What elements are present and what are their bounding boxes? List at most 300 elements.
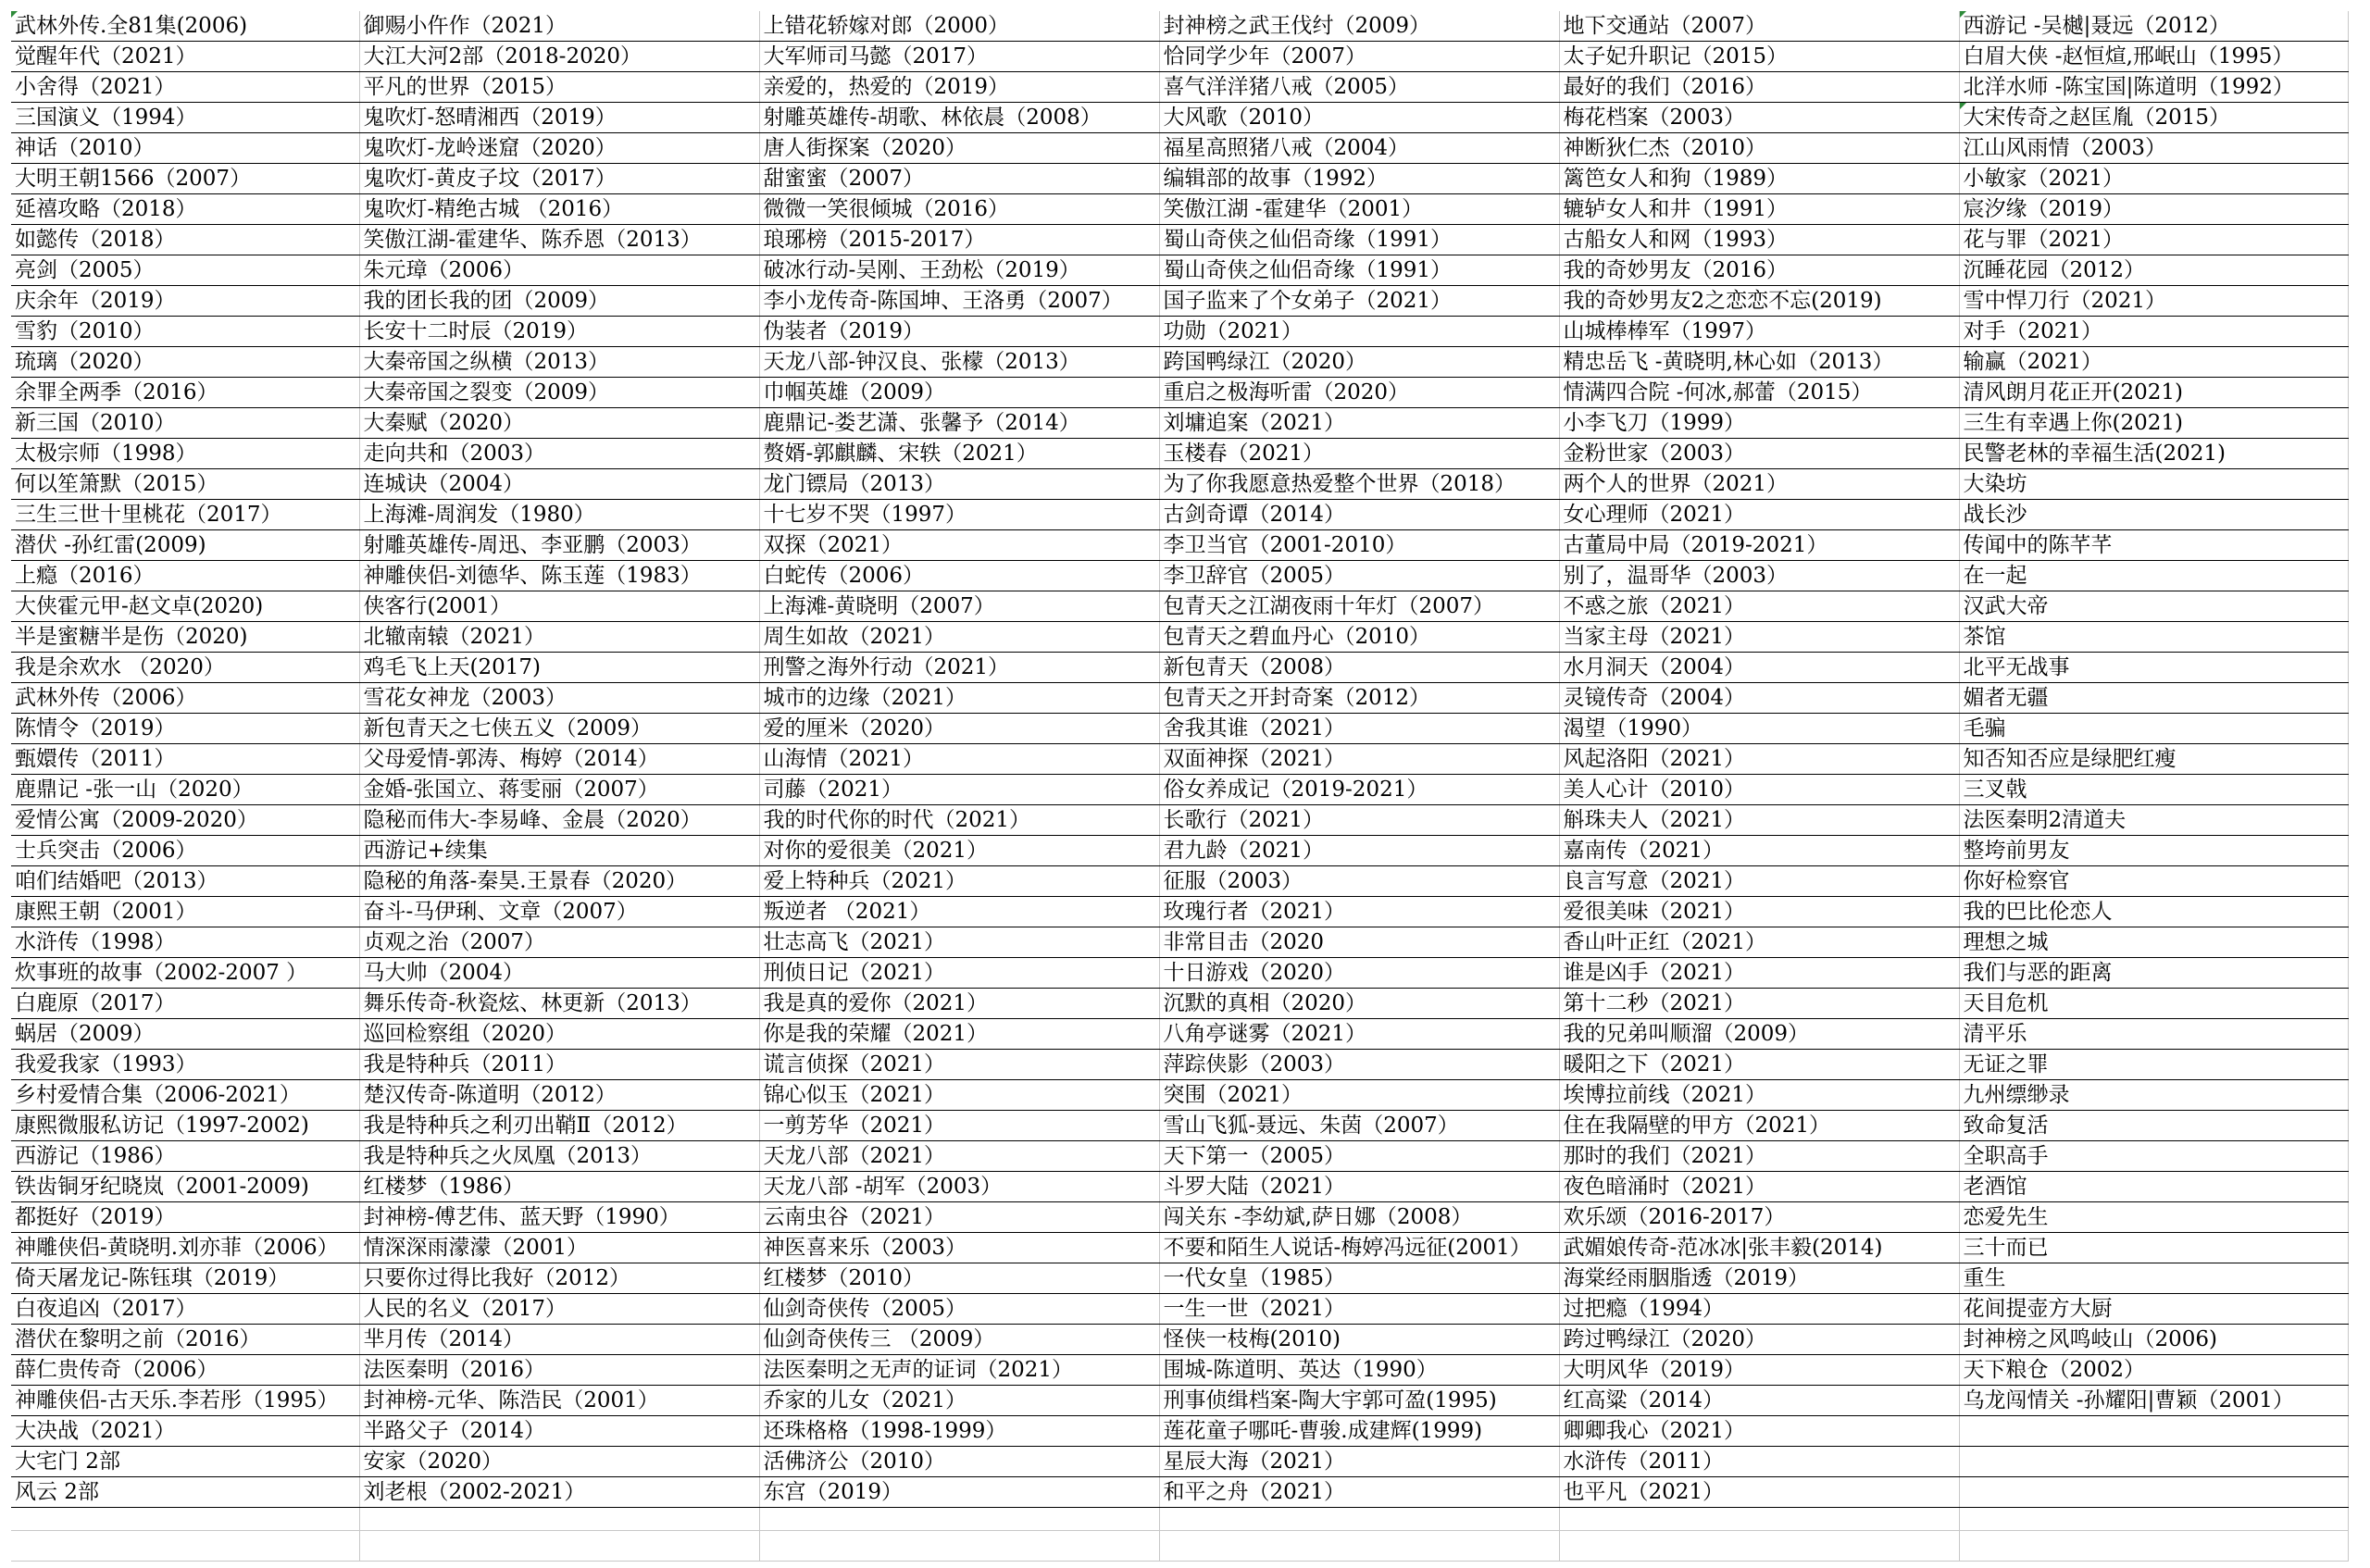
spreadsheet-cell[interactable]: 辘轳女人和井（1991） xyxy=(1559,194,1959,225)
spreadsheet-cell[interactable]: 长安十二时辰（2019） xyxy=(359,317,759,347)
spreadsheet-cell[interactable]: 何以笙箫默（2015） xyxy=(11,469,359,500)
spreadsheet-cell[interactable]: 致命复活 xyxy=(1959,1111,2348,1141)
spreadsheet-cell[interactable]: 俗女养成记（2019-2021） xyxy=(1159,775,1559,805)
spreadsheet-cell[interactable]: 神雕侠侣-古天乐.李若彤（1995） xyxy=(11,1386,359,1416)
spreadsheet-cell[interactable]: 觉醒年代（2021） xyxy=(11,42,359,72)
spreadsheet-cell[interactable]: 周生如故（2021） xyxy=(759,622,1159,653)
spreadsheet-cell[interactable]: 赘婿-郭麒麟、宋轶（2021） xyxy=(759,439,1159,469)
spreadsheet-cell[interactable]: 鬼吹灯-精绝古城 （2016） xyxy=(359,194,759,225)
spreadsheet-cell[interactable]: 琅琊榜（2015-2017） xyxy=(759,225,1159,255)
spreadsheet-cell[interactable]: 蜀山奇侠之仙侣奇缘（1991） xyxy=(1159,255,1559,286)
spreadsheet-cell[interactable]: 媚者无疆 xyxy=(1959,683,2348,714)
spreadsheet-cell[interactable]: 地下交通站（2007） xyxy=(1559,11,1959,42)
spreadsheet-cell[interactable]: 清平乐 xyxy=(1959,1019,2348,1050)
spreadsheet-cell[interactable]: 玫瑰行者（2021） xyxy=(1159,897,1559,927)
spreadsheet-cell[interactable]: 刘老根（2002-2021） xyxy=(359,1477,759,1508)
spreadsheet-cell[interactable]: 传闻中的陈芊芊 xyxy=(1959,530,2348,561)
spreadsheet-cell[interactable] xyxy=(1959,1477,2348,1508)
spreadsheet-cell[interactable]: 情满四合院 -何冰,郝蕾（2015） xyxy=(1559,378,1959,408)
spreadsheet-cell[interactable]: 我是特种兵（2011） xyxy=(359,1050,759,1080)
spreadsheet-cell[interactable]: 风起洛阳（2021） xyxy=(1559,744,1959,775)
spreadsheet-cell[interactable]: 三生有幸遇上你(2021) xyxy=(1959,408,2348,439)
spreadsheet-cell[interactable]: 三十而已 xyxy=(1959,1233,2348,1263)
spreadsheet-cell[interactable]: 北洋水师 -陈宝国|陈道明（1992） xyxy=(1959,72,2348,103)
spreadsheet-cell[interactable]: 大宋传奇之赵匡胤（2015） xyxy=(1959,103,2348,133)
spreadsheet-cell[interactable]: 神话（2010） xyxy=(11,133,359,164)
spreadsheet-cell[interactable]: 封神榜之武王伐纣（2009） xyxy=(1159,11,1559,42)
spreadsheet-cell[interactable] xyxy=(1959,1447,2348,1477)
spreadsheet-cell[interactable]: 小敏家（2021） xyxy=(1959,164,2348,194)
spreadsheet-cell[interactable]: 渴望（1990） xyxy=(1559,714,1959,744)
spreadsheet-cell[interactable]: 我是余欢水 （2020） xyxy=(11,653,359,683)
spreadsheet-cell[interactable]: 不要和陌生人说话-梅婷冯远征(2001） xyxy=(1159,1233,1559,1263)
spreadsheet-cell[interactable]: 欢乐颂（2016-2017） xyxy=(1559,1202,1959,1233)
spreadsheet-cell[interactable]: 闯关东 -李幼斌,萨日娜（2008） xyxy=(1159,1202,1559,1233)
spreadsheet-cell[interactable]: 我的兄弟叫顺溜（2009） xyxy=(1559,1019,1959,1050)
spreadsheet-cell[interactable]: 人民的名义（2017） xyxy=(359,1294,759,1325)
spreadsheet-cell[interactable]: 沉默的真相（2020） xyxy=(1159,989,1559,1019)
spreadsheet-cell[interactable]: 半是蜜糖半是伤（2020) xyxy=(11,622,359,653)
spreadsheet-cell[interactable]: 全职高手 xyxy=(1959,1141,2348,1172)
spreadsheet-cell[interactable]: 玉楼春（2021） xyxy=(1159,439,1559,469)
spreadsheet-cell[interactable]: 跨过鸭绿江（2020） xyxy=(1559,1325,1959,1355)
spreadsheet-cell[interactable]: 星辰大海（2021） xyxy=(1159,1447,1559,1477)
spreadsheet-cell[interactable]: 北辙南辕（2021） xyxy=(359,622,759,653)
empty-cell[interactable] xyxy=(1559,1508,1959,1531)
spreadsheet-cell[interactable]: 整垮前男友 xyxy=(1959,836,2348,866)
spreadsheet-cell[interactable]: 走向共和（2003） xyxy=(359,439,759,469)
spreadsheet-cell[interactable]: 东宫（2019） xyxy=(759,1477,1159,1508)
spreadsheet-cell[interactable]: 不惑之旅（2021） xyxy=(1559,591,1959,622)
spreadsheet-cell[interactable]: 最好的我们（2016） xyxy=(1559,72,1959,103)
spreadsheet-cell[interactable]: 白眉大侠 -赵恒煊,邢岷山（1995） xyxy=(1959,42,2348,72)
empty-cell[interactable] xyxy=(359,1508,759,1531)
spreadsheet-cell[interactable]: 大秦赋（2020） xyxy=(359,408,759,439)
spreadsheet-cell[interactable]: 平凡的世界（2015） xyxy=(359,72,759,103)
spreadsheet-cell[interactable]: 水浒传（2011） xyxy=(1559,1447,1959,1477)
spreadsheet-cell[interactable]: 如懿传（2018） xyxy=(11,225,359,255)
spreadsheet-cell[interactable]: 我是特种兵之火凤凰（2013） xyxy=(359,1141,759,1172)
spreadsheet-cell[interactable]: 鹿鼎记 -张一山（2020） xyxy=(11,775,359,805)
spreadsheet-cell[interactable]: 伪装者（2019） xyxy=(759,317,1159,347)
spreadsheet-cell[interactable]: 香山叶正红（2021） xyxy=(1559,927,1959,958)
spreadsheet-cell[interactable]: 嘉南传（2021） xyxy=(1559,836,1959,866)
spreadsheet-cell[interactable]: 破冰行动-吴刚、王劲松（2019） xyxy=(759,255,1159,286)
spreadsheet-cell[interactable]: 李卫当官（2001-2010） xyxy=(1159,530,1559,561)
spreadsheet-cell[interactable]: 汉武大帝 xyxy=(1959,591,2348,622)
spreadsheet-cell[interactable]: 理想之城 xyxy=(1959,927,2348,958)
spreadsheet-cell[interactable]: 谁是凶手（2021） xyxy=(1559,958,1959,989)
spreadsheet-cell[interactable]: 连城诀（2004） xyxy=(359,469,759,500)
spreadsheet-cell[interactable]: 无证之罪 xyxy=(1959,1050,2348,1080)
empty-cell[interactable] xyxy=(1159,1508,1559,1531)
spreadsheet-cell[interactable]: 城市的边缘（2021） xyxy=(759,683,1159,714)
spreadsheet-cell[interactable]: 大风歌（2010） xyxy=(1159,103,1559,133)
spreadsheet-cell[interactable]: 恋爱先生 xyxy=(1959,1202,2348,1233)
spreadsheet-cell[interactable]: 一剪芳华（2021） xyxy=(759,1111,1159,1141)
spreadsheet-cell[interactable]: 美人心计（2010） xyxy=(1559,775,1959,805)
spreadsheet-cell[interactable]: 封神榜之风鸣岐山（2006) xyxy=(1959,1325,2348,1355)
spreadsheet-cell[interactable]: 茶馆 xyxy=(1959,622,2348,653)
spreadsheet-cell[interactable]: 金粉世家（2003） xyxy=(1559,439,1959,469)
empty-cell[interactable] xyxy=(11,1531,359,1562)
spreadsheet-cell[interactable]: 唐人街探案（2020） xyxy=(759,133,1159,164)
spreadsheet-cell[interactable]: 雪豹（2010） xyxy=(11,317,359,347)
spreadsheet-cell[interactable]: 别了，温哥华（2003） xyxy=(1559,561,1959,591)
spreadsheet-cell[interactable]: 山城棒棒军（1997） xyxy=(1559,317,1959,347)
spreadsheet-cell[interactable]: 九州缥缈录 xyxy=(1959,1080,2348,1111)
spreadsheet-cell[interactable]: 突围（2021） xyxy=(1159,1080,1559,1111)
spreadsheet-cell[interactable]: 你好检察官 xyxy=(1959,866,2348,897)
spreadsheet-cell[interactable]: 甜蜜蜜（2007） xyxy=(759,164,1159,194)
spreadsheet-cell[interactable]: 西游记（1986） xyxy=(11,1141,359,1172)
spreadsheet-cell[interactable]: 我是真的爱你（2021） xyxy=(759,989,1159,1019)
spreadsheet-cell[interactable]: 卿卿我心（2021） xyxy=(1559,1416,1959,1447)
spreadsheet-cell[interactable]: 鬼吹灯-龙岭迷窟（2020） xyxy=(359,133,759,164)
spreadsheet-cell[interactable]: 云南虫谷（2021） xyxy=(759,1202,1159,1233)
spreadsheet-cell[interactable]: 庆余年（2019） xyxy=(11,286,359,317)
spreadsheet-cell[interactable]: 壮志高飞（2021） xyxy=(759,927,1159,958)
spreadsheet-cell[interactable]: 芈月传（2014） xyxy=(359,1325,759,1355)
spreadsheet-cell[interactable]: 三国演义（1994） xyxy=(11,103,359,133)
spreadsheet-cell[interactable]: 沉睡花园（2012） xyxy=(1959,255,2348,286)
spreadsheet-cell[interactable]: 国子监来了个女弟子（2021） xyxy=(1159,286,1559,317)
spreadsheet-cell[interactable]: 天龙八部（2021） xyxy=(759,1141,1159,1172)
spreadsheet-cell[interactable]: 延禧攻略（2018） xyxy=(11,194,359,225)
spreadsheet-cell[interactable]: 西游记 -吴樾|聂远（2012） xyxy=(1959,11,2348,42)
spreadsheet-cell[interactable]: 和平之舟（2021） xyxy=(1159,1477,1559,1508)
spreadsheet-cell[interactable]: 古船女人和网（1993） xyxy=(1559,225,1959,255)
spreadsheet-cell[interactable]: 输赢（2021） xyxy=(1959,347,2348,378)
spreadsheet-cell[interactable]: 八角亭谜雾（2021） xyxy=(1159,1019,1559,1050)
spreadsheet-cell[interactable]: 怪侠一枝梅(2010) xyxy=(1159,1325,1559,1355)
spreadsheet-cell[interactable]: 神雕侠侣-刘德华、陈玉莲（1983） xyxy=(359,561,759,591)
spreadsheet-cell[interactable]: 那时的我们（2021） xyxy=(1559,1141,1959,1172)
spreadsheet-cell[interactable]: 炊事班的故事（2002-2007 ） xyxy=(11,958,359,989)
spreadsheet-cell[interactable]: 山海情（2021） xyxy=(759,744,1159,775)
spreadsheet-cell[interactable]: 新三国（2010） xyxy=(11,408,359,439)
spreadsheet-cell[interactable]: 叛逆者 （2021） xyxy=(759,897,1159,927)
spreadsheet-cell[interactable]: 陈情令（2019） xyxy=(11,714,359,744)
spreadsheet-cell[interactable]: 大明风华（2019） xyxy=(1559,1355,1959,1386)
spreadsheet-cell[interactable]: 笑傲江湖-霍建华、陈乔恩（2013） xyxy=(359,225,759,255)
spreadsheet-cell[interactable]: 新包青天之七侠五义（2009） xyxy=(359,714,759,744)
spreadsheet-cell[interactable]: 在一起 xyxy=(1959,561,2348,591)
spreadsheet-cell[interactable]: 暖阳之下（2021） xyxy=(1559,1050,1959,1080)
spreadsheet-cell[interactable]: 精忠岳飞 -黄晓明,林心如（2013） xyxy=(1559,347,1959,378)
empty-cell[interactable] xyxy=(759,1508,1159,1531)
spreadsheet-cell[interactable]: 还珠格格（1998-1999） xyxy=(759,1416,1159,1447)
spreadsheet-cell[interactable]: 一代女皇（1985） xyxy=(1159,1263,1559,1294)
spreadsheet-cell[interactable]: 雪中悍刀行（2021） xyxy=(1959,286,2348,317)
spreadsheet-cell[interactable]: 毛骗 xyxy=(1959,714,2348,744)
spreadsheet-cell[interactable]: 住在我隔壁的甲方（2021） xyxy=(1559,1111,1959,1141)
spreadsheet-cell[interactable]: 花间提壶方大厨 xyxy=(1959,1294,2348,1325)
spreadsheet-cell[interactable]: 隐秘而伟大-李易峰、金晨（2020） xyxy=(359,805,759,836)
spreadsheet-cell[interactable]: 锦心似玉（2021） xyxy=(759,1080,1159,1111)
spreadsheet-cell[interactable]: 花与罪（2021） xyxy=(1959,225,2348,255)
spreadsheet-cell[interactable]: 神断狄仁杰（2010） xyxy=(1559,133,1959,164)
spreadsheet-cell[interactable]: 亲爱的，热爱的（2019） xyxy=(759,72,1159,103)
spreadsheet-cell[interactable]: 清风朗月花正开(2021) xyxy=(1959,378,2348,408)
spreadsheet-cell[interactable]: 封神榜-元华、陈浩民（2001） xyxy=(359,1386,759,1416)
spreadsheet-cell[interactable]: 天龙八部 -胡军（2003） xyxy=(759,1172,1159,1202)
spreadsheet-cell[interactable]: 武媚娘传奇-范冰冰|张丰毅(2014) xyxy=(1559,1233,1959,1263)
spreadsheet-cell[interactable]: 梅花档案（2003） xyxy=(1559,103,1959,133)
spreadsheet-cell[interactable]: 潜伏 -孙红雷(2009) xyxy=(11,530,359,561)
spreadsheet-cell[interactable]: 法医秦明之无声的证词（2021） xyxy=(759,1355,1159,1386)
spreadsheet-cell[interactable]: 非常目击（2020 xyxy=(1159,927,1559,958)
spreadsheet-cell[interactable]: 神医喜来乐（2003） xyxy=(759,1233,1159,1263)
spreadsheet-cell[interactable]: 天龙八部-钟汉良、张檬（2013） xyxy=(759,347,1159,378)
spreadsheet-cell[interactable]: 武林外传（2006） xyxy=(11,683,359,714)
empty-cell[interactable] xyxy=(359,1531,759,1562)
spreadsheet-cell[interactable]: 我是特种兵之利刃出鞘Ⅱ（2012） xyxy=(359,1111,759,1141)
spreadsheet-cell[interactable]: 刑事侦缉档案-陶大宇郭可盈(1995) xyxy=(1159,1386,1559,1416)
spreadsheet-cell[interactable]: 爱情公寓（2009-2020） xyxy=(11,805,359,836)
spreadsheet-cell[interactable]: 天下粮仓（2002） xyxy=(1959,1355,2348,1386)
empty-cell[interactable] xyxy=(1559,1531,1959,1562)
spreadsheet-cell[interactable]: 半路父子（2014） xyxy=(359,1416,759,1447)
spreadsheet-cell[interactable]: 恰同学少年（2007） xyxy=(1159,42,1559,72)
spreadsheet-cell[interactable]: 法医秦明2清道夫 xyxy=(1959,805,2348,836)
spreadsheet-cell[interactable]: 也平凡（2021） xyxy=(1559,1477,1959,1508)
spreadsheet-cell[interactable]: 金婚-张国立、蒋雯丽（2007） xyxy=(359,775,759,805)
spreadsheet-cell[interactable]: 刘墉追案（2021） xyxy=(1159,408,1559,439)
spreadsheet-cell[interactable]: 我的奇妙男友2之恋恋不忘(2019) xyxy=(1559,286,1959,317)
spreadsheet-cell[interactable]: 小李飞刀（1999） xyxy=(1559,408,1959,439)
spreadsheet-cell[interactable]: 我的奇妙男友（2016） xyxy=(1559,255,1959,286)
spreadsheet-cell[interactable]: 水月洞天（2004） xyxy=(1559,653,1959,683)
spreadsheet-cell[interactable]: 新包青天（2008） xyxy=(1159,653,1559,683)
spreadsheet-cell[interactable]: 包青天之江湖夜雨十年灯（2007） xyxy=(1159,591,1559,622)
spreadsheet-cell[interactable]: 刑警之海外行动（2021） xyxy=(759,653,1159,683)
spreadsheet-cell[interactable]: 安家（2020） xyxy=(359,1447,759,1477)
spreadsheet-cell[interactable]: 女心理师（2021） xyxy=(1559,500,1959,530)
spreadsheet-cell[interactable]: 老酒馆 xyxy=(1959,1172,2348,1202)
spreadsheet-cell[interactable]: 父母爱情-郭涛、梅婷（2014） xyxy=(359,744,759,775)
spreadsheet-cell[interactable]: 福星高照猪八戒（2004） xyxy=(1159,133,1559,164)
spreadsheet-cell[interactable]: 重生 xyxy=(1959,1263,2348,1294)
spreadsheet-cell[interactable]: 大宅门 2部 xyxy=(11,1447,359,1477)
spreadsheet-cell[interactable]: 大决战（2021） xyxy=(11,1416,359,1447)
spreadsheet-cell[interactable]: 仙剑奇侠传（2005） xyxy=(759,1294,1159,1325)
spreadsheet-cell[interactable]: 斗罗大陆（2021） xyxy=(1159,1172,1559,1202)
spreadsheet-cell[interactable]: 天下第一（2005） xyxy=(1159,1141,1559,1172)
spreadsheet-cell[interactable]: 舞乐传奇-秋瓷炫、林更新（2013） xyxy=(359,989,759,1019)
spreadsheet-cell[interactable]: 两个人的世界（2021） xyxy=(1559,469,1959,500)
spreadsheet-cell[interactable]: 对你的爱很美（2021） xyxy=(759,836,1159,866)
spreadsheet-cell[interactable]: 三生三世十里桃花（2017） xyxy=(11,500,359,530)
spreadsheet-cell[interactable]: 过把瘾（1994） xyxy=(1559,1294,1959,1325)
spreadsheet-cell[interactable]: 斛珠夫人（2021） xyxy=(1559,805,1959,836)
spreadsheet-cell[interactable]: 莲花童子哪吒-曹骏.成建辉(1999) xyxy=(1159,1416,1559,1447)
spreadsheet-cell[interactable]: 功勋（2021） xyxy=(1159,317,1559,347)
spreadsheet-cell[interactable]: 红楼梦（1986） xyxy=(359,1172,759,1202)
spreadsheet-cell[interactable]: 康熙王朝（2001） xyxy=(11,897,359,927)
spreadsheet-cell[interactable]: 太子妃升职记（2015） xyxy=(1559,42,1959,72)
spreadsheet-cell[interactable]: 朱元璋（2006） xyxy=(359,255,759,286)
spreadsheet-cell[interactable]: 双探（2021） xyxy=(759,530,1159,561)
spreadsheet-cell[interactable]: 琉璃（2020） xyxy=(11,347,359,378)
spreadsheet-cell[interactable]: 良言写意（2021） xyxy=(1559,866,1959,897)
spreadsheet-cell[interactable]: 上瘾（2016） xyxy=(11,561,359,591)
spreadsheet-cell[interactable]: 海棠经雨胭脂透（2019） xyxy=(1559,1263,1959,1294)
spreadsheet-cell[interactable] xyxy=(1959,1416,2348,1447)
spreadsheet-cell[interactable]: 侠客行(2001） xyxy=(359,591,759,622)
spreadsheet-cell[interactable]: 上海滩-周润发（1980） xyxy=(359,500,759,530)
spreadsheet-cell[interactable]: 谎言侦探（2021） xyxy=(759,1050,1159,1080)
spreadsheet-cell[interactable]: 咱们结婚吧（2013） xyxy=(11,866,359,897)
spreadsheet-cell[interactable]: 楚汉传奇-陈道明（2012） xyxy=(359,1080,759,1111)
spreadsheet-cell[interactable]: 红高粱（2014） xyxy=(1559,1386,1959,1416)
spreadsheet-cell[interactable]: 为了你我愿意热爱整个世界（2018） xyxy=(1159,469,1559,500)
spreadsheet-cell[interactable]: 都挺好（2019） xyxy=(11,1202,359,1233)
spreadsheet-cell[interactable]: 乡村爱情合集（2006-2021） xyxy=(11,1080,359,1111)
spreadsheet-cell[interactable]: 宸汐缘（2019） xyxy=(1959,194,2348,225)
spreadsheet-cell[interactable]: 李小龙传奇-陈国坤、王洛勇（2007） xyxy=(759,286,1159,317)
spreadsheet-cell[interactable]: 薛仁贵传奇（2006） xyxy=(11,1355,359,1386)
spreadsheet-cell[interactable]: 仙剑奇侠传三 （2009） xyxy=(759,1325,1159,1355)
spreadsheet-cell[interactable]: 一生一世（2021） xyxy=(1159,1294,1559,1325)
spreadsheet-cell[interactable]: 马大帅（2004） xyxy=(359,958,759,989)
spreadsheet-cell[interactable]: 蜗居（2009） xyxy=(11,1019,359,1050)
spreadsheet-cell[interactable]: 鹿鼎记-娄艺潇、张馨予（2014） xyxy=(759,408,1159,439)
empty-cell[interactable] xyxy=(1959,1531,2348,1562)
spreadsheet-cell[interactable]: 我的团长我的团（2009） xyxy=(359,286,759,317)
spreadsheet-cell[interactable]: 对手（2021） xyxy=(1959,317,2348,347)
spreadsheet-cell[interactable]: 只要你过得比我好（2012） xyxy=(359,1263,759,1294)
spreadsheet-cell[interactable]: 民警老林的幸福生活(2021) xyxy=(1959,439,2348,469)
spreadsheet-cell[interactable]: 射雕英雄传-周迅、李亚鹏（2003） xyxy=(359,530,759,561)
spreadsheet-cell[interactable]: 编辑部的故事（1992） xyxy=(1159,164,1559,194)
spreadsheet-cell[interactable]: 甄嬛传（2011） xyxy=(11,744,359,775)
spreadsheet-cell[interactable]: 鬼吹灯-怒晴湘西（2019） xyxy=(359,103,759,133)
spreadsheet-cell[interactable]: 龙门镖局（2013） xyxy=(759,469,1159,500)
spreadsheet-cell[interactable]: 鸡毛飞上天(2017) xyxy=(359,653,759,683)
spreadsheet-cell[interactable]: 巡回检察组（2020） xyxy=(359,1019,759,1050)
spreadsheet-cell[interactable]: 古董局中局（2019-2021） xyxy=(1559,530,1959,561)
spreadsheet-cell[interactable]: 古剑奇谭（2014） xyxy=(1159,500,1559,530)
spreadsheet-cell[interactable]: 我的时代你的时代（2021） xyxy=(759,805,1159,836)
spreadsheet-cell[interactable]: 征服（2003） xyxy=(1159,866,1559,897)
spreadsheet-cell[interactable]: 包青天之开封奇案（2012） xyxy=(1159,683,1559,714)
spreadsheet-cell[interactable]: 神雕侠侣-黄晓明.刘亦菲（2006） xyxy=(11,1233,359,1263)
spreadsheet-cell[interactable]: 跨国鸭绿江（2020） xyxy=(1159,347,1559,378)
spreadsheet-cell[interactable]: 你是我的荣耀（2021） xyxy=(759,1019,1159,1050)
spreadsheet-cell[interactable]: 风云 2部 xyxy=(11,1477,359,1508)
spreadsheet-cell[interactable]: 战长沙 xyxy=(1959,500,2348,530)
spreadsheet-cell[interactable]: 白夜追凶（2017） xyxy=(11,1294,359,1325)
spreadsheet-cell[interactable]: 红楼梦（2010） xyxy=(759,1263,1159,1294)
spreadsheet-cell[interactable]: 灵镜传奇（2004） xyxy=(1559,683,1959,714)
spreadsheet-cell[interactable]: 上错花轿嫁对郎（2000） xyxy=(759,11,1159,42)
spreadsheet-cell[interactable]: 萍踪侠影（2003） xyxy=(1159,1050,1559,1080)
spreadsheet-cell[interactable]: 双面神探（2021） xyxy=(1159,744,1559,775)
spreadsheet-cell[interactable]: 喜气洋洋猪八戒（2005） xyxy=(1159,72,1559,103)
spreadsheet-cell[interactable]: 大秦帝国之裂变（2009） xyxy=(359,378,759,408)
spreadsheet-cell[interactable]: 余罪全两季（2016） xyxy=(11,378,359,408)
spreadsheet-cell[interactable]: 长歌行（2021） xyxy=(1159,805,1559,836)
spreadsheet-cell[interactable]: 大江大河2部（2018-2020） xyxy=(359,42,759,72)
spreadsheet-cell[interactable]: 篱笆女人和狗（1989） xyxy=(1559,164,1959,194)
spreadsheet-cell[interactable]: 白蛇传（2006） xyxy=(759,561,1159,591)
spreadsheet-cell[interactable]: 大侠霍元甲-赵文卓(2020) xyxy=(11,591,359,622)
spreadsheet-cell[interactable]: 贞观之治（2007） xyxy=(359,927,759,958)
spreadsheet-cell[interactable]: 我的巴比伦恋人 xyxy=(1959,897,2348,927)
spreadsheet-cell[interactable]: 第十二秒（2021） xyxy=(1559,989,1959,1019)
spreadsheet-cell[interactable]: 隐秘的角落-秦昊.王景春（2020） xyxy=(359,866,759,897)
spreadsheet-cell[interactable]: 上海滩-黄晓明（2007） xyxy=(759,591,1159,622)
spreadsheet-cell[interactable]: 十日游戏（2020） xyxy=(1159,958,1559,989)
spreadsheet-cell[interactable]: 潜伏在黎明之前（2016） xyxy=(11,1325,359,1355)
spreadsheet-cell[interactable]: 武林外传.全81集(2006) xyxy=(11,11,359,42)
spreadsheet-cell[interactable]: 情深深雨濛濛（2001） xyxy=(359,1233,759,1263)
spreadsheet-cell[interactable]: 乔家的儿女（2021） xyxy=(759,1386,1159,1416)
spreadsheet-cell[interactable]: 我爱我家（1993） xyxy=(11,1050,359,1080)
spreadsheet-cell[interactable]: 铁齿铜牙纪晓岚（2001-2009) xyxy=(11,1172,359,1202)
spreadsheet-cell[interactable]: 十七岁不哭（1997） xyxy=(759,500,1159,530)
spreadsheet-cell[interactable]: 倚天屠龙记-陈钰琪（2019） xyxy=(11,1263,359,1294)
spreadsheet-cell[interactable]: 大染坊 xyxy=(1959,469,2348,500)
empty-cell[interactable] xyxy=(1959,1508,2348,1531)
spreadsheet-cell[interactable]: 士兵突击（2006） xyxy=(11,836,359,866)
empty-cell[interactable] xyxy=(1159,1531,1559,1562)
spreadsheet-cell[interactable]: 三叉戟 xyxy=(1959,775,2348,805)
spreadsheet-cell[interactable]: 雪山飞狐-聂远、朱茵（2007） xyxy=(1159,1111,1559,1141)
spreadsheet-cell[interactable]: 埃博拉前线（2021） xyxy=(1559,1080,1959,1111)
spreadsheet-cell[interactable]: 司藤（2021） xyxy=(759,775,1159,805)
spreadsheet-cell[interactable]: 大军师司马懿（2017） xyxy=(759,42,1159,72)
spreadsheet-cell[interactable]: 北平无战事 xyxy=(1959,653,2348,683)
spreadsheet-cell[interactable]: 雪花女神龙（2003） xyxy=(359,683,759,714)
spreadsheet-cell[interactable]: 知否知否应是绿肥红瘦 xyxy=(1959,744,2348,775)
spreadsheet-cell[interactable]: 围城-陈道明、英达（1990） xyxy=(1159,1355,1559,1386)
spreadsheet-cell[interactable]: 舍我其谁（2021） xyxy=(1159,714,1559,744)
spreadsheet-cell[interactable]: 御赐小仵作（2021） xyxy=(359,11,759,42)
spreadsheet-cell[interactable]: 夜色暗涌时（2021） xyxy=(1559,1172,1959,1202)
spreadsheet-cell[interactable]: 君九龄（2021） xyxy=(1159,836,1559,866)
spreadsheet-cell[interactable]: 小舍得（2021） xyxy=(11,72,359,103)
empty-cell[interactable] xyxy=(759,1531,1159,1562)
spreadsheet-cell[interactable]: 当家主母（2021） xyxy=(1559,622,1959,653)
spreadsheet-cell[interactable]: 大明王朝1566（2007） xyxy=(11,164,359,194)
spreadsheet-cell[interactable]: 太极宗师（1998） xyxy=(11,439,359,469)
spreadsheet-cell[interactable]: 西游记+续集 xyxy=(359,836,759,866)
spreadsheet-cell[interactable]: 李卫辞官（2005） xyxy=(1159,561,1559,591)
spreadsheet-cell[interactable]: 法医秦明（2016） xyxy=(359,1355,759,1386)
spreadsheet-cell[interactable]: 天目危机 xyxy=(1959,989,2348,1019)
spreadsheet-cell[interactable]: 康熙微服私访记（1997-2002) xyxy=(11,1111,359,1141)
spreadsheet-cell[interactable]: 包青天之碧血丹心（2010） xyxy=(1159,622,1559,653)
spreadsheet-cell[interactable]: 爱上特种兵（2021） xyxy=(759,866,1159,897)
empty-cell[interactable] xyxy=(11,1508,359,1531)
spreadsheet-cell[interactable]: 江山风雨情（2003） xyxy=(1959,133,2348,164)
spreadsheet-cell[interactable]: 活佛济公（2010） xyxy=(759,1447,1159,1477)
spreadsheet-cell[interactable]: 奋斗-马伊琍、文章（2007） xyxy=(359,897,759,927)
spreadsheet-cell[interactable]: 刑侦日记（2021） xyxy=(759,958,1159,989)
spreadsheet-cell[interactable]: 重启之极海听雷（2020） xyxy=(1159,378,1559,408)
spreadsheet-cell[interactable]: 我们与恶的距离 xyxy=(1959,958,2348,989)
spreadsheet-cell[interactable]: 封神榜-傅艺伟、蓝天野（1990） xyxy=(359,1202,759,1233)
spreadsheet-cell[interactable]: 亮剑（2005） xyxy=(11,255,359,286)
spreadsheet-cell[interactable]: 爱很美味（2021） xyxy=(1559,897,1959,927)
spreadsheet-cell[interactable]: 爱的厘米（2020） xyxy=(759,714,1159,744)
spreadsheet-cell[interactable]: 大秦帝国之纵横（2013） xyxy=(359,347,759,378)
spreadsheet-cell[interactable]: 巾帼英雄（2009） xyxy=(759,378,1159,408)
spreadsheet-cell[interactable]: 鬼吹灯-黄皮子坟（2017） xyxy=(359,164,759,194)
spreadsheet-cell[interactable]: 微微一笑很倾城（2016） xyxy=(759,194,1159,225)
